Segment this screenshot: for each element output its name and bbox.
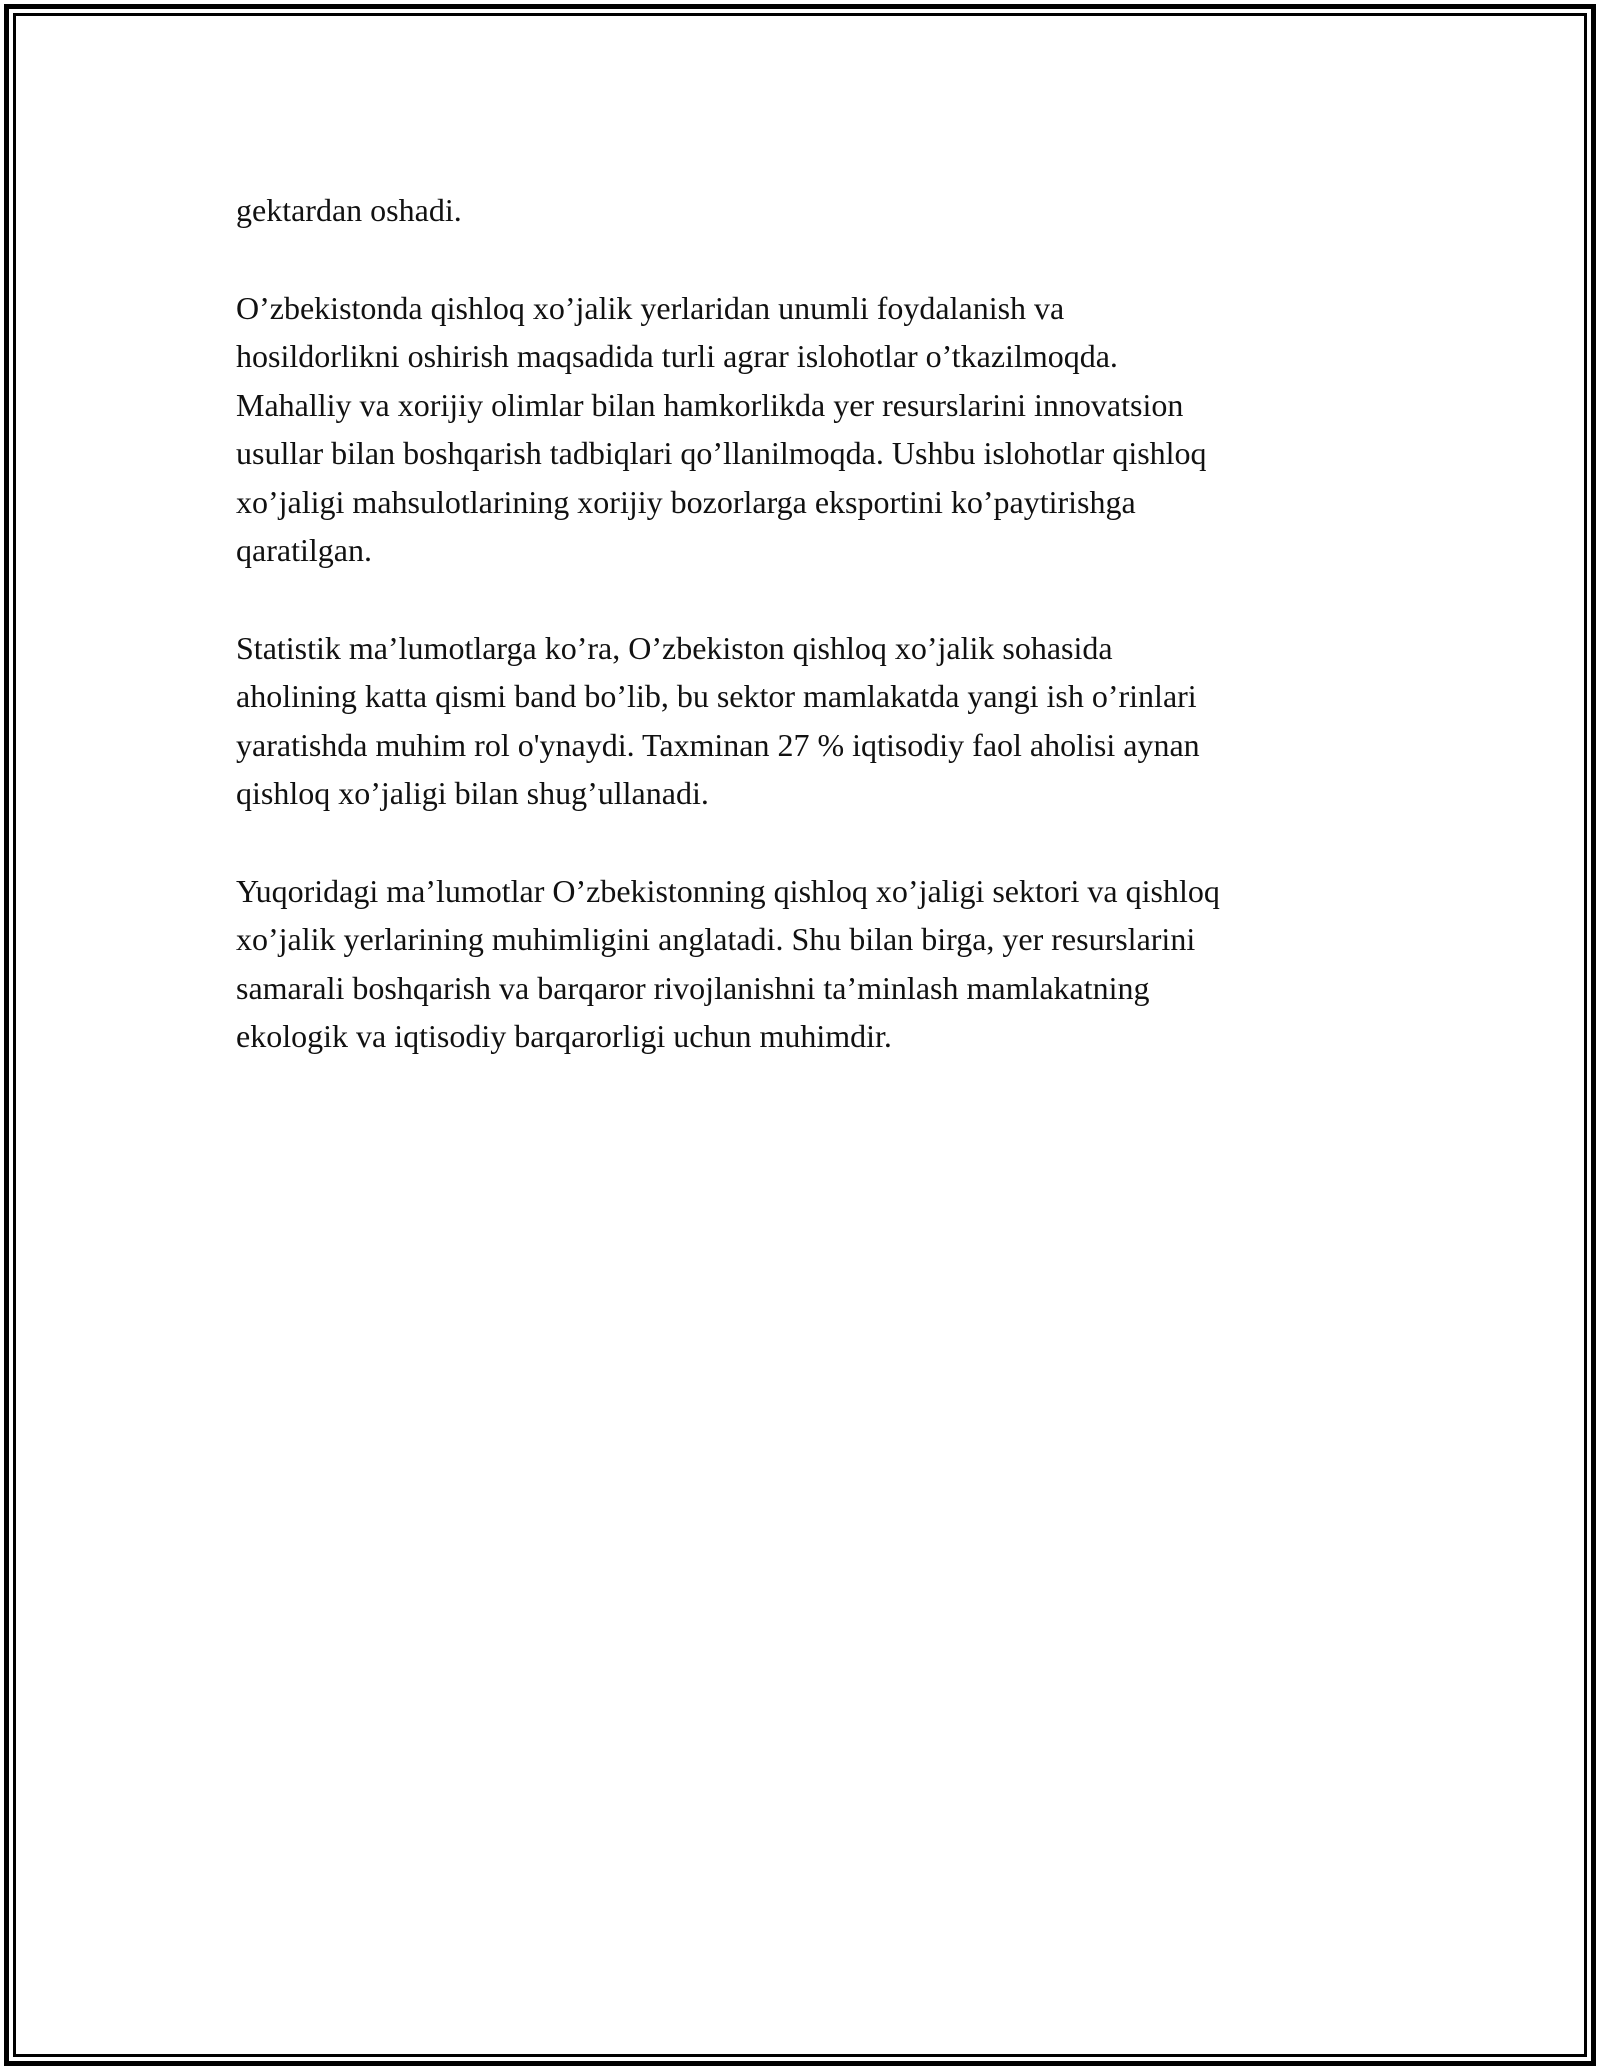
text-line: ekologik va iqtisodiy barqarorligi uchun muhimdir. (236, 1018, 892, 1054)
text-line: Yuqoridagi ma’lumotlar O’zbekistonning qishloq xo’jaligi sektori va qishloq (236, 872, 1220, 909)
text-line: gektardan oshadi. (236, 192, 462, 228)
text-line: Statistik ma’lumotlarga ko’ra, O’zbekiston qishloq xo’jalik sohasida (236, 629, 1113, 666)
text-line: usullar bilan boshqarish tadbiqlari qo’llanilmoqda. Ushbu islohotlar qishloq (236, 435, 1207, 471)
text-line: xo’jalik yerlarining muhimligini anglatadi. Shu bilan birga, yer resurslarini (236, 921, 1196, 957)
text-line: O’zbekistonda qishloq xo’jalik yerlaridan unumli foydalanish va (236, 289, 1065, 326)
paragraph-4 (236, 867, 1396, 1061)
text-line: aholining katta qismi band bo’lib, bu sektor mamlakatda yangi ish o’rinlari (236, 678, 1197, 714)
text-line: samarali boshqarish va barqaror rivojlanishni ta’minlash mamlakatning (236, 969, 1150, 1006)
text-line: xo’jaligi mahsulotlarining xorijiy bozorlarga eksportini ko’paytirishga (236, 483, 1136, 520)
text-line: hosildorlikni oshirish maqsadida turli agrar islohotlar o’tkazilmoqda. (236, 338, 1118, 374)
document-body (236, 186, 1396, 1110)
paragraph-3 (236, 624, 1396, 818)
text-line: Mahalliy va xorijiy olimlar bilan hamkorlikda yer resurslarini innovatsion (236, 386, 1184, 423)
text-line: yaratishda muhim rol o'ynaydi. Taxminan 27 % iqtisodiy faol aholisi aynan (236, 726, 1200, 763)
paragraph-2 (236, 284, 1396, 575)
text-line: qaratilgan. (236, 532, 372, 568)
text-line: qishloq xo’jaligi bilan shug’ullanadi. (236, 775, 709, 811)
paragraph-1 (236, 186, 1396, 235)
